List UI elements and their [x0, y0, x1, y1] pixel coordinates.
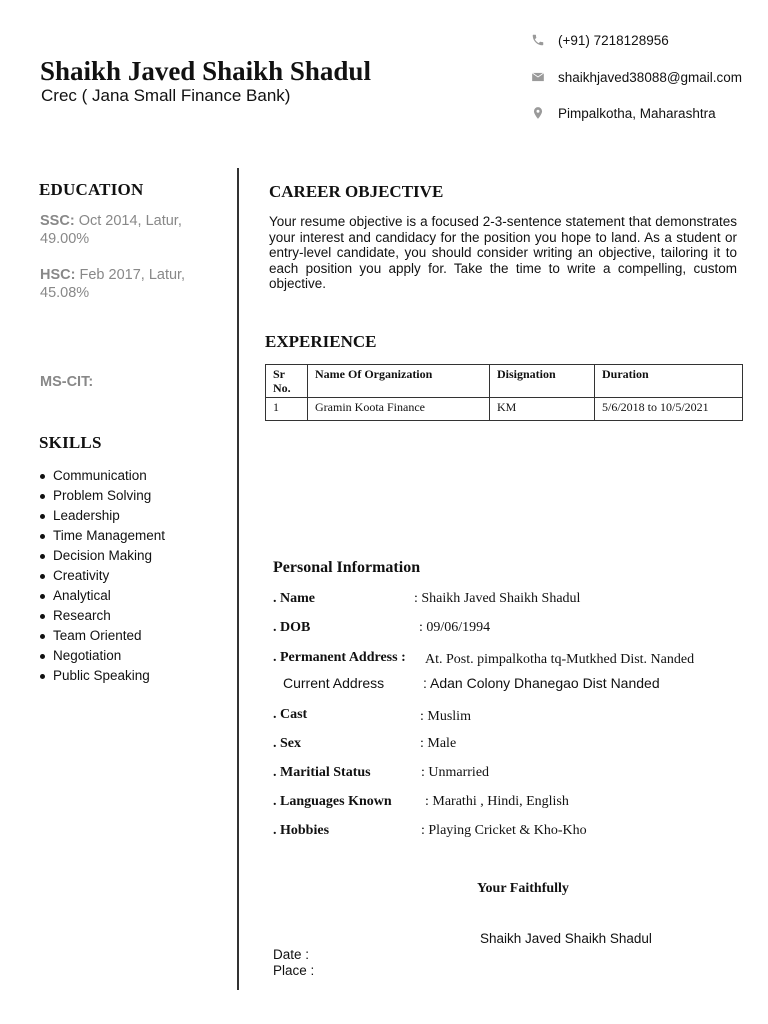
skill-item: Team Oriented	[38, 626, 165, 646]
field-label: Current Address	[283, 675, 385, 691]
signature-name: Shaikh Javed Shaikh Shadul	[480, 931, 652, 946]
hsc-label: HSC:	[40, 267, 76, 283]
skill-item: Decision Making	[38, 546, 165, 566]
personal-info-heading: Personal Information	[273, 559, 421, 576]
career-objective-heading: CAREER OBJECTIVE	[269, 182, 444, 201]
field-value: : 09/06/1994	[419, 620, 491, 635]
field-label: . Permanent Address :	[273, 650, 406, 665]
field-label: . Maritial Status	[273, 765, 371, 780]
column-header: Disignation	[490, 365, 595, 398]
table-header-row	[266, 365, 743, 398]
field-label: . Cast	[273, 707, 308, 722]
table-cell: KM	[490, 398, 595, 421]
field-label: . Sex	[273, 736, 301, 751]
education-ssc	[40, 212, 225, 248]
skills-heading: SKILLS	[39, 433, 102, 452]
table-row	[266, 398, 743, 421]
ssc-label: SSC:	[40, 213, 75, 229]
date-label: Date :	[273, 947, 310, 962]
field-value: : Shaikh Javed Shaikh Shadul	[414, 591, 581, 606]
field-value: : Male	[420, 736, 457, 751]
contact-email	[530, 69, 742, 85]
career-objective-text: Your resume objective is a focused 2-3-sentence statement that demonstrates your interest and candidacy for the position you hope to land. As a student or entry-level candidate, you should consider writing an objective, tailoring it to each position you apply for. Take the time to write a compelling, custom objective.	[269, 214, 737, 291]
skill-item: Communication	[38, 466, 165, 486]
field-label: . Name	[273, 591, 315, 606]
field-label: . DOB	[273, 620, 311, 635]
field-label: . Hobbies	[273, 823, 330, 838]
experience-table	[265, 364, 743, 421]
phone-text: (+91) 7218128956	[558, 32, 669, 48]
field-value: : Adan Colony Dhanegao Dist Nanded	[423, 675, 660, 691]
experience-heading: EXPERIENCE	[265, 332, 377, 351]
table-cell: 5/6/2018 to 10/5/2021	[595, 398, 743, 421]
field-value: : Playing Cricket & Kho-Kho	[421, 823, 587, 838]
table-cell: 1	[266, 398, 308, 421]
place-label: Place :	[273, 963, 315, 978]
current-position: Crec ( Jana Small Finance Bank)	[41, 86, 291, 105]
location-pin-icon	[530, 105, 546, 121]
ssc-detail: Oct 2014, Latur, 49.00%	[40, 213, 182, 247]
phone-icon	[530, 32, 546, 48]
location-text: Pimpalkotha, Maharashtra	[558, 105, 716, 121]
mail-icon	[530, 69, 546, 85]
column-header: Sr No.	[266, 365, 308, 398]
education-hsc	[40, 266, 225, 302]
skill-item: Creativity	[38, 566, 165, 586]
field-value: : Unmarried	[421, 765, 490, 780]
skill-item: Problem Solving	[38, 486, 165, 506]
column-header: Duration	[595, 365, 743, 398]
field-value: : Marathi , Hindi, English	[425, 794, 569, 809]
contact-phone	[530, 32, 669, 48]
field-label: . Languages Known	[273, 794, 392, 809]
field-value: : Muslim	[420, 709, 471, 724]
email-text: shaikhjaved38088@gmail.com	[558, 69, 743, 85]
table-cell: Gramin Koota Finance	[308, 398, 490, 421]
skill-item: Research	[38, 606, 165, 626]
skills-list	[38, 466, 165, 686]
skill-item: Analytical	[38, 586, 165, 606]
skill-item: Leadership	[38, 506, 165, 526]
hsc-detail: Feb 2017, Latur, 45.08%	[40, 267, 186, 301]
field-value: At. Post. pimpalkotha tq-Mutkhed Dist. Nanded	[425, 652, 695, 667]
skill-item: Public Speaking	[38, 666, 165, 686]
mscit-label: MS-CIT:	[40, 374, 94, 390]
skill-item: Time Management	[38, 526, 165, 546]
column-header: Name Of Organization	[308, 365, 490, 398]
education-heading: EDUCATION	[39, 180, 144, 199]
candidate-name: Shaikh Javed Shaikh Shadul	[40, 56, 371, 86]
skill-item: Negotiation	[38, 646, 165, 666]
closing-salutation: Your Faithfully	[477, 881, 569, 896]
contact-location	[530, 105, 716, 121]
column-divider	[237, 168, 239, 990]
